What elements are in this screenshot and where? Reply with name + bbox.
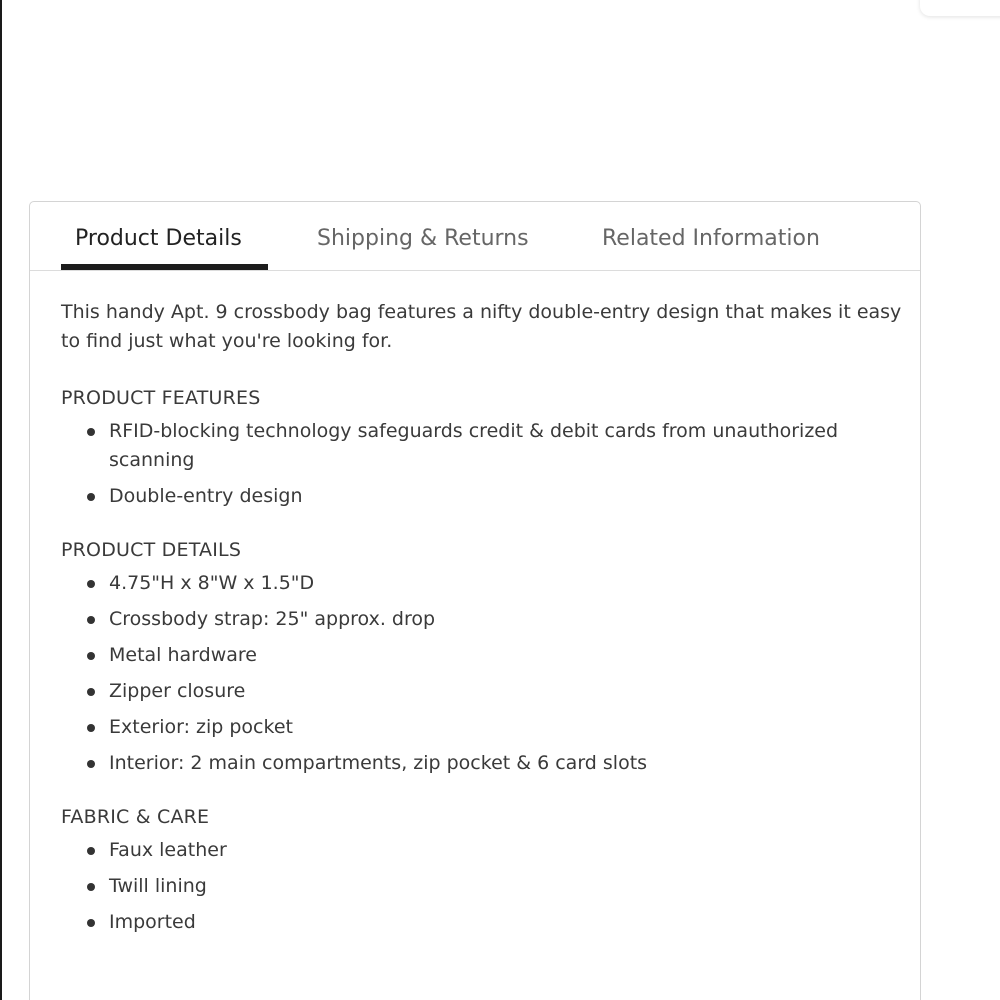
product-description: This handy Apt. 9 crossbody bag features a nifty double-entry design that makes it easy to find just what you're looking for. bbox=[61, 301, 902, 352]
section-heading: PRODUCT DETAILS bbox=[61, 539, 242, 561]
list-item: Metal hardware bbox=[61, 641, 906, 670]
list-item: RFID-blocking technology safeguards credit & debit cards from unauthorized scanning bbox=[61, 417, 906, 475]
list-item: Twill lining bbox=[61, 872, 906, 901]
section-fabric-care bbox=[61, 803, 906, 937]
list-item: Double-entry design bbox=[61, 482, 906, 511]
section-product-features bbox=[61, 384, 906, 511]
list-item: Faux leather bbox=[61, 836, 906, 865]
top-right-card bbox=[920, 0, 1000, 16]
product-info-panel bbox=[29, 201, 921, 1000]
tab-product-details[interactable]: Product Details bbox=[75, 226, 242, 251]
details-list bbox=[61, 569, 906, 778]
tab-content bbox=[61, 298, 906, 962]
active-tab-underline bbox=[61, 264, 268, 270]
list-item: Crossbody strap: 25" approx. drop bbox=[61, 605, 906, 634]
feature-list bbox=[61, 417, 906, 511]
tab-bar bbox=[30, 202, 920, 271]
list-item: Zipper closure bbox=[61, 677, 906, 706]
list-item: Imported bbox=[61, 908, 906, 937]
tab-related-information[interactable]: Related Information bbox=[602, 226, 820, 251]
tab-shipping-returns[interactable]: Shipping & Returns bbox=[317, 226, 529, 251]
list-item: Interior: 2 main compartments, zip pocket & 6 card slots bbox=[61, 749, 906, 778]
section-product-details bbox=[61, 536, 906, 778]
left-edge-divider bbox=[0, 0, 2, 1000]
fabric-care-list bbox=[61, 836, 906, 937]
section-heading: PRODUCT FEATURES bbox=[61, 387, 261, 409]
list-item: 4.75"H x 8"W x 1.5"D bbox=[61, 569, 906, 598]
section-heading: FABRIC & CARE bbox=[61, 806, 210, 828]
list-item: Exterior: zip pocket bbox=[61, 713, 906, 742]
